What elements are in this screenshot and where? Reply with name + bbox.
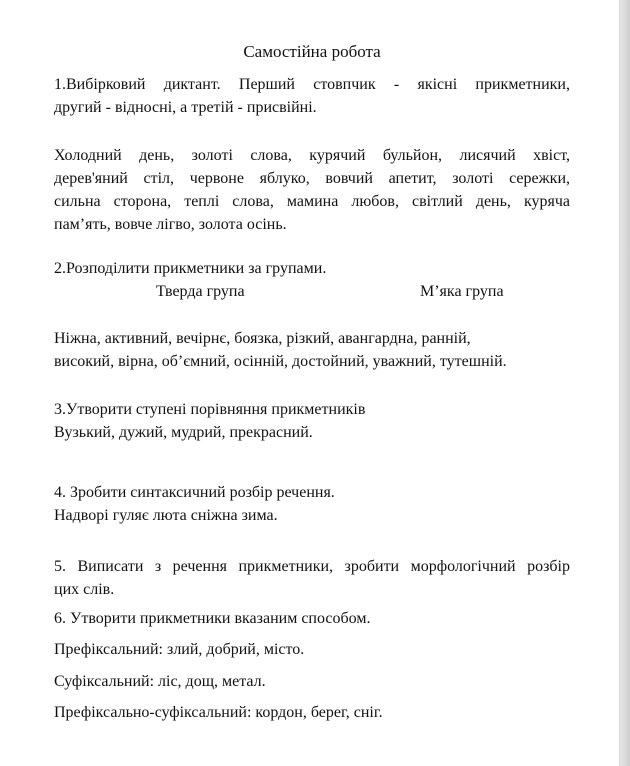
- task1-instruction-line1: 1.Вибірковий диктант. Перший стовпчик - якісні прикметники,: [54, 76, 570, 93]
- task4-text: Надворі гуляє люта сніжна зима.: [54, 507, 278, 524]
- task1-instruction-line2: другий - відносні, а третій - присвійні.: [54, 99, 317, 116]
- hard-group-column-label: Тверда група: [156, 283, 245, 300]
- task6-heading: 6. Утворити прикметники вказаним способом.: [54, 610, 371, 627]
- task6-prefix-suffix-line: Префіксально-суфіксальний: кордон, берег, сніг.: [54, 704, 383, 721]
- task1-text-line: Холодний день, золоті слова, курячий бульйон, лисячий хвіст,: [54, 147, 570, 164]
- task1-text-line: дерев'яний стіл, червоне яблуко, вовчий апетит, золоті сережки,: [54, 170, 570, 187]
- task6-prefix-line: Префіксальний: злий, добрий, місто.: [54, 641, 305, 658]
- task3-heading: 3.Утворити ступені порівняння прикметників: [54, 401, 366, 418]
- task4-heading: 4. Зробити синтаксичний розбір речення.: [54, 484, 335, 501]
- soft-group-column-label: М’яка група: [420, 283, 504, 300]
- task3-text: Вузький, дужий, мудрий, прекрасний.: [54, 424, 313, 441]
- task5-line1: 5. Виписати з речення прикметники, зробити морфологічний розбір: [54, 558, 570, 575]
- task1-text-line: пам’ять, вовче лігво, золота осінь.: [54, 216, 287, 233]
- task2-heading: 2.Розподілити прикметники за групами.: [54, 260, 327, 277]
- task2-text-line: високий, вірна, об’ємний, осінній, достойний, уважний, тутешній.: [54, 353, 507, 370]
- task6-suffix-line: Суфіксальний: ліс, дощ, метал.: [54, 673, 266, 690]
- page-edge: [619, 0, 630, 766]
- task2-text-line: Ніжна, активний, вечірнє, боязка, різкий, авангардна, ранній,: [54, 330, 471, 347]
- page-title: Самостійна робота: [243, 42, 381, 61]
- task5-line2: цих слів.: [54, 581, 115, 598]
- task1-text-line: сильна сторона, теплі слова, мамина любов, світлий день, куряча: [54, 193, 570, 210]
